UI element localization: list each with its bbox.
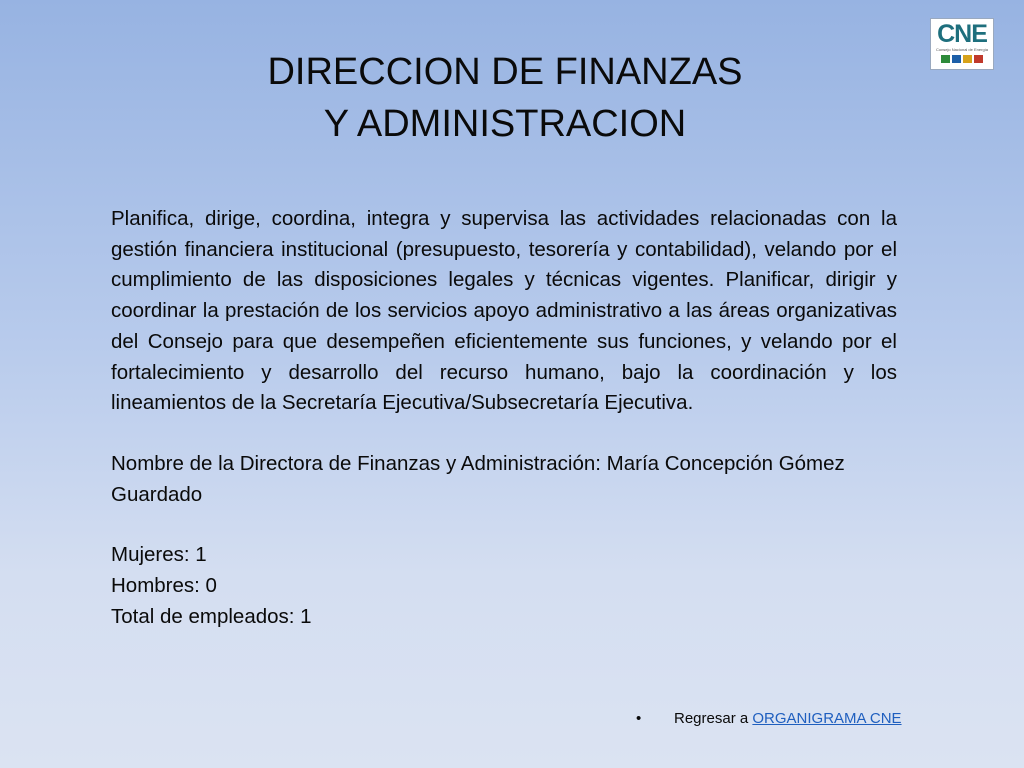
- stat-total: Total de empleados: 1: [111, 604, 312, 628]
- stat-men: Hombres: 0: [111, 574, 217, 598]
- stat-women: Mujeres: 1: [111, 543, 207, 567]
- footer-nav: [636, 708, 902, 730]
- bullet-icon: •: [636, 710, 642, 727]
- title-line-1: DIRECCION DE FINANZAS: [267, 51, 743, 93]
- staff-stats: [111, 540, 897, 632]
- logo-text: CNE: [937, 20, 987, 48]
- organigrama-link[interactable]: ORGANIGRAMA CNE: [752, 710, 902, 727]
- director-name: Nombre de la Directora de Finanzas y Administración: María Concepción Gómez Guardado: [111, 451, 845, 506]
- title-line-2: Y ADMINISTRACION: [323, 103, 687, 145]
- department-description: Planifica, dirige, coordina, integra y supervisa las actividades relacionadas con la gestión financiera institucional (presupuesto, tesorería y contabilidad), velando por el cumplimiento de las disposiciones legales y técnicas vigentes. Planificar, dirigir y coordinar la prestación de los servicios apoyo administrativo a las áreas organizativas del Consejo para que desempeñen eficientemente sus funciones, y velando por el fortalecimiento y desarrollo del recurso humano, bajo la coordinación y los lineamientos de la Secretaría Ejecutiva/Subsecretaría Ejecutiva.: [111, 207, 897, 415]
- page-title: [0, 46, 1010, 150]
- footer-prefix: Regresar a: [674, 710, 753, 727]
- logo-subtitle: Consejo Nacional de Energía: [935, 47, 989, 52]
- main-content: [111, 204, 897, 632]
